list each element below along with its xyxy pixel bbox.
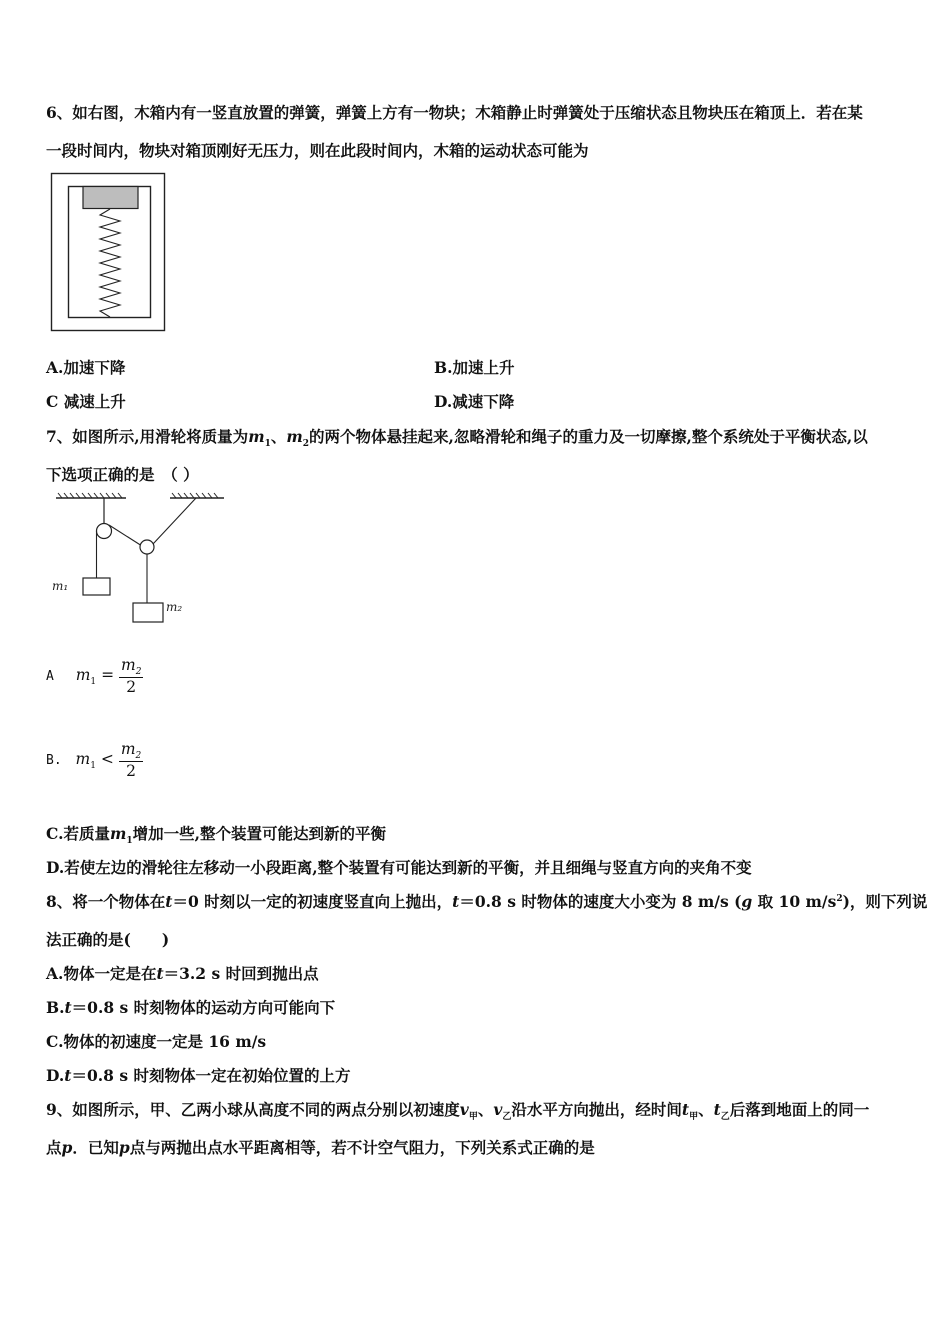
q8-t-1: t: [165, 892, 173, 911]
q9-p-1: p: [61, 1138, 73, 1157]
q7-line2: 下选项正确的是 （ ）: [46, 465, 199, 484]
q7-option-b: [46, 740, 143, 780]
q7-option-b-num: m: [120, 740, 136, 758]
q8-option-d-pre: D.: [46, 1066, 65, 1085]
q7-option-a-label: A: [46, 669, 54, 685]
block: [83, 187, 138, 209]
q7-pulley-figure: [50, 490, 230, 630]
q7-m1: m: [248, 427, 265, 446]
moving-pulley: [140, 540, 154, 554]
q7-option-a-num: m: [121, 656, 136, 674]
q8-sup2: 2: [836, 893, 843, 904]
mass-m2: [133, 603, 163, 622]
q8-line2: 法正确的是( ): [46, 930, 170, 949]
q8-option-d-t: t: [64, 1066, 72, 1085]
q8-option-b-pre: B.: [46, 998, 65, 1017]
q7-option-c: [46, 822, 386, 846]
q8-g: g: [741, 892, 753, 911]
q8-line1-b: ＝0 时刻以一定的初速度竖直向上抛出，: [172, 892, 453, 911]
q7-line1-post: 的两个物体悬挂起来,忽略滑轮和绳子的重力及一切摩擦,整个系统处于平衡状态,以: [309, 427, 868, 446]
q7-option-b-fraction: [119, 740, 143, 780]
q8-option-c: [46, 1030, 266, 1052]
label-m2: m₂: [166, 600, 183, 614]
q8-line1-e: )，则下列说: [842, 892, 928, 911]
q9-sep-1: 、: [477, 1100, 494, 1119]
q8-option-b: [46, 996, 335, 1018]
q8-option-a-pre: A.: [46, 964, 64, 983]
q7-option-a-lhs-sub: 1: [90, 677, 97, 688]
q8-line1-c: ＝0.8 s 时物体的速度大小变为 8 m/s (: [459, 892, 742, 911]
q8-option-d-b: ＝0.8 s 时刻物体一定在初始位置的上方: [71, 1066, 351, 1085]
q7-option-a-num-sub: 2: [135, 667, 142, 678]
q8-option-c-b: 物体的初速度一定是 16 m/s: [63, 1032, 267, 1051]
q9-sub-yi-1: 乙: [502, 1112, 512, 1123]
rope-to-ceiling-right: [153, 498, 196, 544]
q7-option-a: [46, 656, 143, 696]
q8-option-b-t: t: [64, 998, 72, 1017]
q7-sep: 、: [270, 427, 287, 446]
q7-option-b-num-sub: 2: [135, 751, 142, 762]
q6-option-c: C 减速上升: [46, 392, 126, 411]
q9-sep-2: 、: [698, 1100, 714, 1119]
q8-option-a: [46, 962, 319, 984]
q7-option-c-sub: 1: [126, 836, 133, 847]
q8-option-c-pre: C.: [46, 1032, 64, 1051]
q7-option-c-var: m: [109, 824, 127, 843]
ceiling-left: [56, 493, 126, 498]
q9-line2-b: ．已知: [72, 1138, 119, 1157]
q9-line1-a: 9、如图所示，甲、乙两小球从高度不同的两点分别以初速度: [46, 1100, 460, 1119]
q9-sub-jia-2: 甲: [689, 1112, 699, 1123]
q6-line2: 一段时间内，物块对箱顶刚好无压力，则在此段时间内，木箱的运动状态可能为: [46, 141, 589, 160]
q6-option-d: D.减速下降: [434, 392, 515, 411]
q9-line2: [46, 1136, 595, 1158]
q7-option-b-rel: <: [100, 750, 114, 769]
q9-t-1: t: [681, 1100, 690, 1119]
q8-option-a-t: t: [156, 964, 164, 983]
q7-m1-sub: 1: [264, 439, 271, 450]
q7-option-b-lhs: m: [75, 750, 91, 769]
q7-m2: m: [286, 427, 303, 446]
q9-v-1: v: [459, 1100, 469, 1119]
mass-m1: [83, 578, 110, 595]
q9-t-2: t: [713, 1100, 721, 1119]
q8-line1-a: 8、将一个物体在: [46, 892, 166, 911]
q7-option-a-den: 2: [126, 678, 137, 697]
spring: [100, 209, 120, 317]
q9-v-2: v: [493, 1100, 503, 1119]
q6-option-b: B.加速上升: [434, 358, 515, 377]
q6-box-spring-figure: [50, 172, 168, 334]
q8-option-a-a: 物体一定是在: [63, 964, 157, 983]
q7-option-b-den: 2: [126, 762, 136, 781]
q9-line2-c: 点与两抛出点水平距离相等，若不计空气阻力，下列关系式正确的是: [129, 1138, 595, 1157]
q8-line1-d: 取 10 m/s: [752, 892, 837, 911]
q8-option-b-b: ＝0.8 s 时刻物体的运动方向可能向下: [71, 998, 336, 1017]
q7-m2-sub: 2: [302, 439, 310, 450]
q8-line1: [46, 890, 927, 912]
q7-option-a-lhs: m: [75, 666, 91, 685]
q8-option-d: [46, 1064, 350, 1086]
q9-p-2: p: [118, 1138, 130, 1157]
ceiling-right: [170, 493, 224, 498]
label-m1: m₁: [52, 579, 69, 593]
q8-option-a-b: ＝3.2 s 时回到抛出点: [163, 964, 319, 983]
q9-line1: [46, 1098, 869, 1122]
q6-line1: 6、如右图，木箱内有一竖直放置的弹簧，弹簧上方有一物块；木箱静止时弹簧处于压缩状态且物块压在箱顶上．若在某: [46, 103, 863, 122]
q9-sub-yi-2: 乙: [720, 1112, 730, 1123]
q7-option-b-label: B.: [46, 753, 62, 769]
q9-line1-b: 沿水平方向抛出，经时间: [511, 1100, 682, 1119]
q7-option-c-pre: C.若质量: [46, 824, 110, 843]
rope-to-moving-pulley: [109, 525, 142, 546]
q7-option-b-lhs-sub: 1: [90, 761, 96, 772]
q7-option-a-rel: =: [101, 666, 115, 685]
q6-option-a: A.加速下降: [46, 358, 126, 377]
q7-line1: [46, 425, 868, 449]
q7-line1-pre: 7、如图所示,用滑轮将质量为: [46, 427, 249, 446]
q9-sub-jia-1: 甲: [468, 1112, 478, 1123]
q9-line1-c: 后落到地面上的同一: [729, 1100, 870, 1119]
q7-option-c-post: 增加一些,整个装置可能达到新的平衡: [132, 824, 387, 843]
q8-t-2: t: [452, 892, 460, 911]
q7-option-d: D.若使左边的滑轮往左移动一小段距离,整个装置有可能达到新的平衡，并且细绳与竖直方向的夹角不变: [46, 858, 752, 877]
q9-line2-a: 点: [46, 1138, 62, 1157]
q7-option-a-fraction: [119, 656, 143, 696]
